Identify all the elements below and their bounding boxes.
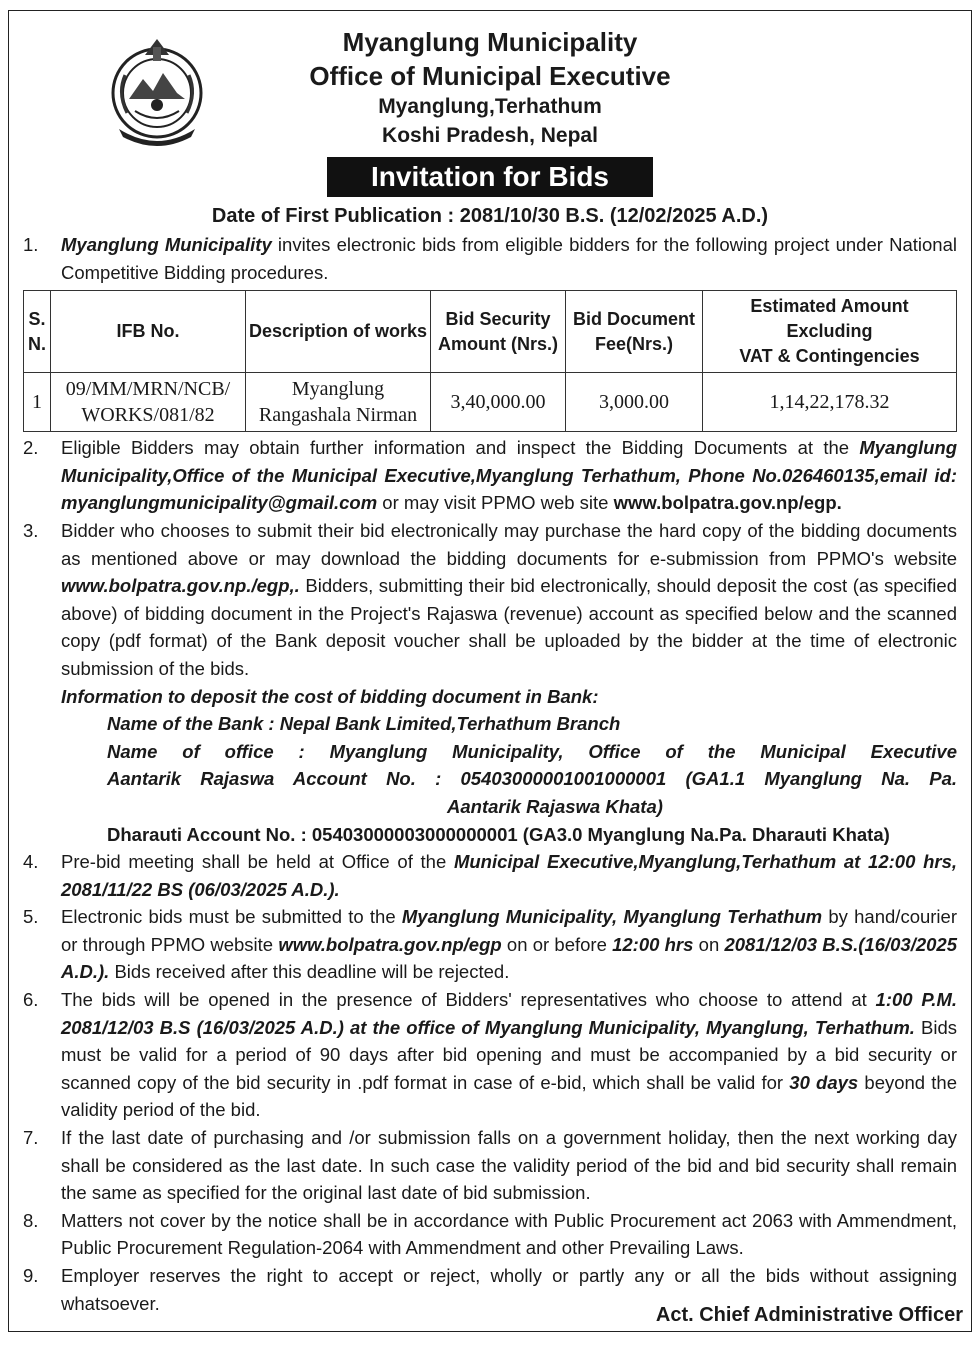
bank-name: Name of the Bank : Nepal Bank Limited,Terhathum Branch bbox=[107, 713, 621, 735]
item-number: 4. bbox=[23, 851, 39, 873]
col-description: Description of works bbox=[246, 291, 431, 373]
list-item: 4. Pre-bid meeting shall be held at Office of the Municipal Executive,Myanglung,Terhathum at 12:00 hrs, 2081/11/22 BS (06/03/2025 A.D.). bbox=[23, 848, 957, 903]
col-estimated-amount: Estimated Amount Excluding VAT & Contingencies bbox=[703, 291, 957, 373]
item-number: 5. bbox=[23, 906, 39, 928]
col-document-fee: Bid Document Fee(Nrs.) bbox=[566, 291, 703, 373]
cell-ifb: 09/MM/MRN/NCB/ WORKS/081/82 bbox=[51, 373, 246, 432]
bank-info-heading: Information to deposit the cost of bidding document in Bank: bbox=[61, 685, 599, 707]
item-number: 3. bbox=[23, 519, 39, 541]
item-text: Matters not cover by the notice shall be in accordance with Public Procurement act 2063 with Ammendment, Public Procurement Regulation-2064 with Ammendment and other Prevailing Laws. bbox=[61, 1209, 957, 1259]
item-number: 7. bbox=[23, 1127, 39, 1149]
notice-header bbox=[9, 11, 971, 227]
office-name: Office of Municipal Executive bbox=[309, 61, 671, 91]
cell-estimated-amount: 1,14,22,178.32 bbox=[703, 373, 957, 432]
list-item bbox=[23, 1207, 957, 1262]
table-row bbox=[24, 373, 957, 432]
list-item bbox=[23, 231, 957, 286]
col-ifb: IFB No. bbox=[51, 291, 246, 373]
item-number: 9. bbox=[23, 1265, 39, 1286]
item-number: 1. bbox=[23, 234, 39, 255]
list-item bbox=[23, 1124, 957, 1207]
col-bid-security: Bid Security Amount (Nrs.) bbox=[431, 291, 566, 373]
publication-date: Date of First Publication : 2081/10/30 B.S. (12/02/2025 A.D.) bbox=[211, 205, 769, 227]
cell-sn: 1 bbox=[24, 373, 51, 432]
cell-document-fee: 3,000.00 bbox=[566, 373, 703, 432]
list-item: 6. The bids will be opened in the presence of Bidders' representatives who choose to attend at 1:00 P.M. 2081/12/03 B.S (16/03/2025 A.D.) at the office of Myanglung Municipality, Myanglung, Terhathum. Bids must be valid for a period of 90 days after bid opening and must be accompanied by a bid security or scanned copy of the bid security in .pdf format in case of e-bid, which shall be valid for 30 days beyond the validity period of the bid. bbox=[23, 986, 957, 1124]
item-number: 6. bbox=[23, 989, 39, 1011]
item-text: If the last date of purchasing and /or submission falls on a government holiday, then the next working day shall be considered as the last date. In such case the validity period of the bid and bid security shall remain the same as specified for the original last date of bid submission. bbox=[61, 1127, 957, 1204]
item-number: 8. bbox=[23, 1209, 39, 1231]
notice-title: Invitation for Bids bbox=[327, 157, 653, 197]
col-sn: S. N. bbox=[24, 291, 51, 373]
list-item: 5. Electronic bids must be submitted to the Myanglung Municipality, Myanglung Terhathum by hand/courier or through PPMO website www.bolpatra.gov.np/egp on or before 12:00 hrs on 2081/12/03 B.S.(16/03/2025 A.D.). Bids received after this deadline will be rejected. bbox=[23, 903, 957, 986]
cell-description: Myanglung Rangashala Nirman bbox=[246, 373, 431, 432]
notice-page bbox=[8, 10, 972, 1332]
address-line-2: Koshi Pradesh, Nepal bbox=[382, 124, 598, 147]
list-item: 3. Bidder who chooses to submit their bid electronically may purchase the hard copy of the bidding documents as mentioned above or may download the bidding documents for e-submission from PPMO's website www.bolpatra.gov.np./egp,. Bidders, submitting their bid electronically, should deposit the cost (as specified above) of bidding document in the Project's Rajaswa (revenue) account as specified below and the scanned copy (pdf format) of the Bank deposit voucher shall be uploaded by the bidder at the time of electronic submission of the bids. bbox=[23, 517, 957, 683]
item-bold: Myanglung Municipality bbox=[61, 234, 272, 255]
item-text: Employer reserves the right to accept or reject, wholly or partly any or all the bids without assigning whatsoever. bbox=[61, 1265, 957, 1314]
item-text: invites electronic bids from eligible bidders for the following project under National Competitive Bidding procedures. bbox=[61, 234, 957, 283]
item-number: 2. bbox=[23, 437, 39, 459]
office-account-name: Name of office : Myanglung Municipality, Office of the Municipal Executive bbox=[107, 740, 957, 762]
signatory-title: Act. Chief Administrative Officer bbox=[655, 1304, 963, 1326]
bid-table bbox=[23, 290, 957, 432]
aantarik-account: Aantarik Rajaswa Account No. : 05403000001001000001 (GA1.1 Myanglung Na. Pa. bbox=[107, 768, 957, 790]
table-header-row bbox=[24, 291, 957, 373]
notice-body bbox=[23, 231, 957, 1317]
list-item: 2. Eligible Bidders may obtain further information and inspect the Bidding Documents at the Myanglung Municipality,Office of the Municipal Executive,Myanglung Terhathum, Phone No.026460135,email id: myanglungmunicipality@gmail.com or may visit PPMO web site www.bolpatra.gov.np/egp. bbox=[23, 434, 957, 517]
address-line-1: Myanglung,Terhathum bbox=[378, 95, 602, 118]
aantarik-account-cont: Aantarik Rajaswa Khata) bbox=[447, 795, 663, 817]
dharauti-account: Dharauti Account No. : 05403000003000000001 (GA3.0 Myanglung Na.Pa. Dharauti Khata) bbox=[107, 823, 890, 845]
cell-bid-security: 3,40,000.00 bbox=[431, 373, 566, 432]
org-name: Myanglung Municipality bbox=[342, 27, 638, 57]
